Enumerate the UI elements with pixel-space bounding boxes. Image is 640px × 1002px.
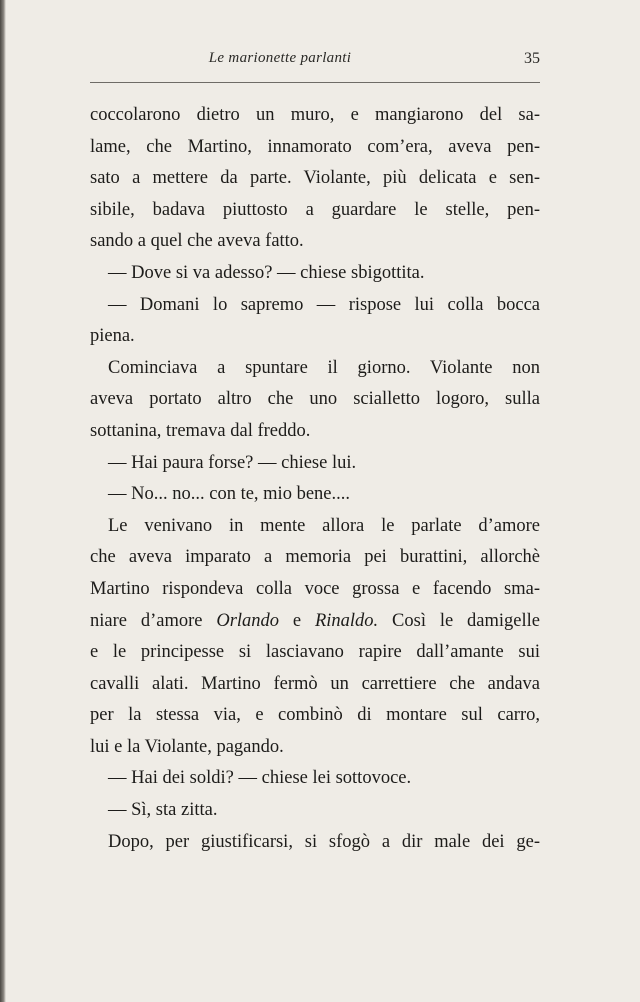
text-run: Così le damigelle bbox=[392, 610, 540, 631]
text-line: aveva portato altro che uno scialletto logoro, sulla bbox=[90, 389, 540, 410]
text-line: sato a mettere da parte. Violante, più delicata e sen- bbox=[90, 168, 540, 189]
text-line: — Sì, sta zitta. bbox=[108, 800, 218, 821]
text-line: Le venivano in mente allora le parlate d’amore bbox=[108, 515, 540, 536]
text-line: piena. bbox=[90, 326, 135, 347]
text-line: lame, che Martino, innamorato com’era, aveva pen- bbox=[90, 136, 540, 157]
text-run-italic bbox=[315, 611, 378, 631]
italic-name-rinaldo: Rinaldo. bbox=[314, 610, 379, 631]
text-line: cavalli alati. Martino fermò un carrettiere che andava bbox=[90, 673, 540, 694]
italic-name-orlando: Orlando bbox=[216, 610, 280, 631]
text-line: sottanina, tremava dal freddo. bbox=[90, 420, 311, 441]
text-run-italic bbox=[216, 611, 279, 631]
text-line: coccolarono dietro un muro, e mangiarono del sa- bbox=[90, 105, 540, 125]
text-line: lui e la Violante, pagando. bbox=[90, 736, 284, 757]
text-line: — Hai dei soldi? — chiese lei sottovoce. bbox=[108, 768, 412, 789]
text-line: Dopo, per giustificarsi, si sfogò a dir male dei ge- bbox=[108, 831, 540, 852]
text-line: — Domani lo sapremo — rispose lui colla bocca bbox=[108, 294, 540, 315]
text-line: Martino rispondeva colla voce grossa e facendo sma- bbox=[90, 578, 540, 599]
page-header bbox=[90, 50, 540, 74]
header-rule bbox=[90, 82, 540, 83]
text-line: sibile, badava piuttosto a guardare le stelle, pen- bbox=[90, 199, 540, 220]
text-line: — No... no... con te, mio bene.... bbox=[108, 484, 350, 505]
text-line: che aveva imparato a memoria pei burattini, allorchè bbox=[90, 547, 540, 568]
page-spine-shadow bbox=[0, 0, 6, 1002]
text-line: per la stessa via, e combinò di montare sul carro, bbox=[90, 705, 540, 726]
text-line: e le principesse si lasciavano rapire dall’amante sui bbox=[90, 642, 540, 663]
text-line: — Hai paura forse? — chiese lui. bbox=[108, 452, 357, 473]
text-line: — Dove si va adesso? — chiese sbigottita. bbox=[108, 262, 425, 283]
text-line: Cominciava a spuntare il giorno. Violante non bbox=[108, 357, 540, 378]
text-line: sando a quel che aveva fatto. bbox=[90, 231, 304, 252]
running-title: Le marionette parlanti bbox=[208, 50, 352, 66]
text-line-mixed bbox=[90, 606, 540, 638]
page-number: 35 bbox=[524, 50, 540, 67]
text-run: e bbox=[292, 610, 302, 631]
text-run: niare d’amore bbox=[90, 610, 203, 631]
body-text bbox=[90, 100, 540, 858]
